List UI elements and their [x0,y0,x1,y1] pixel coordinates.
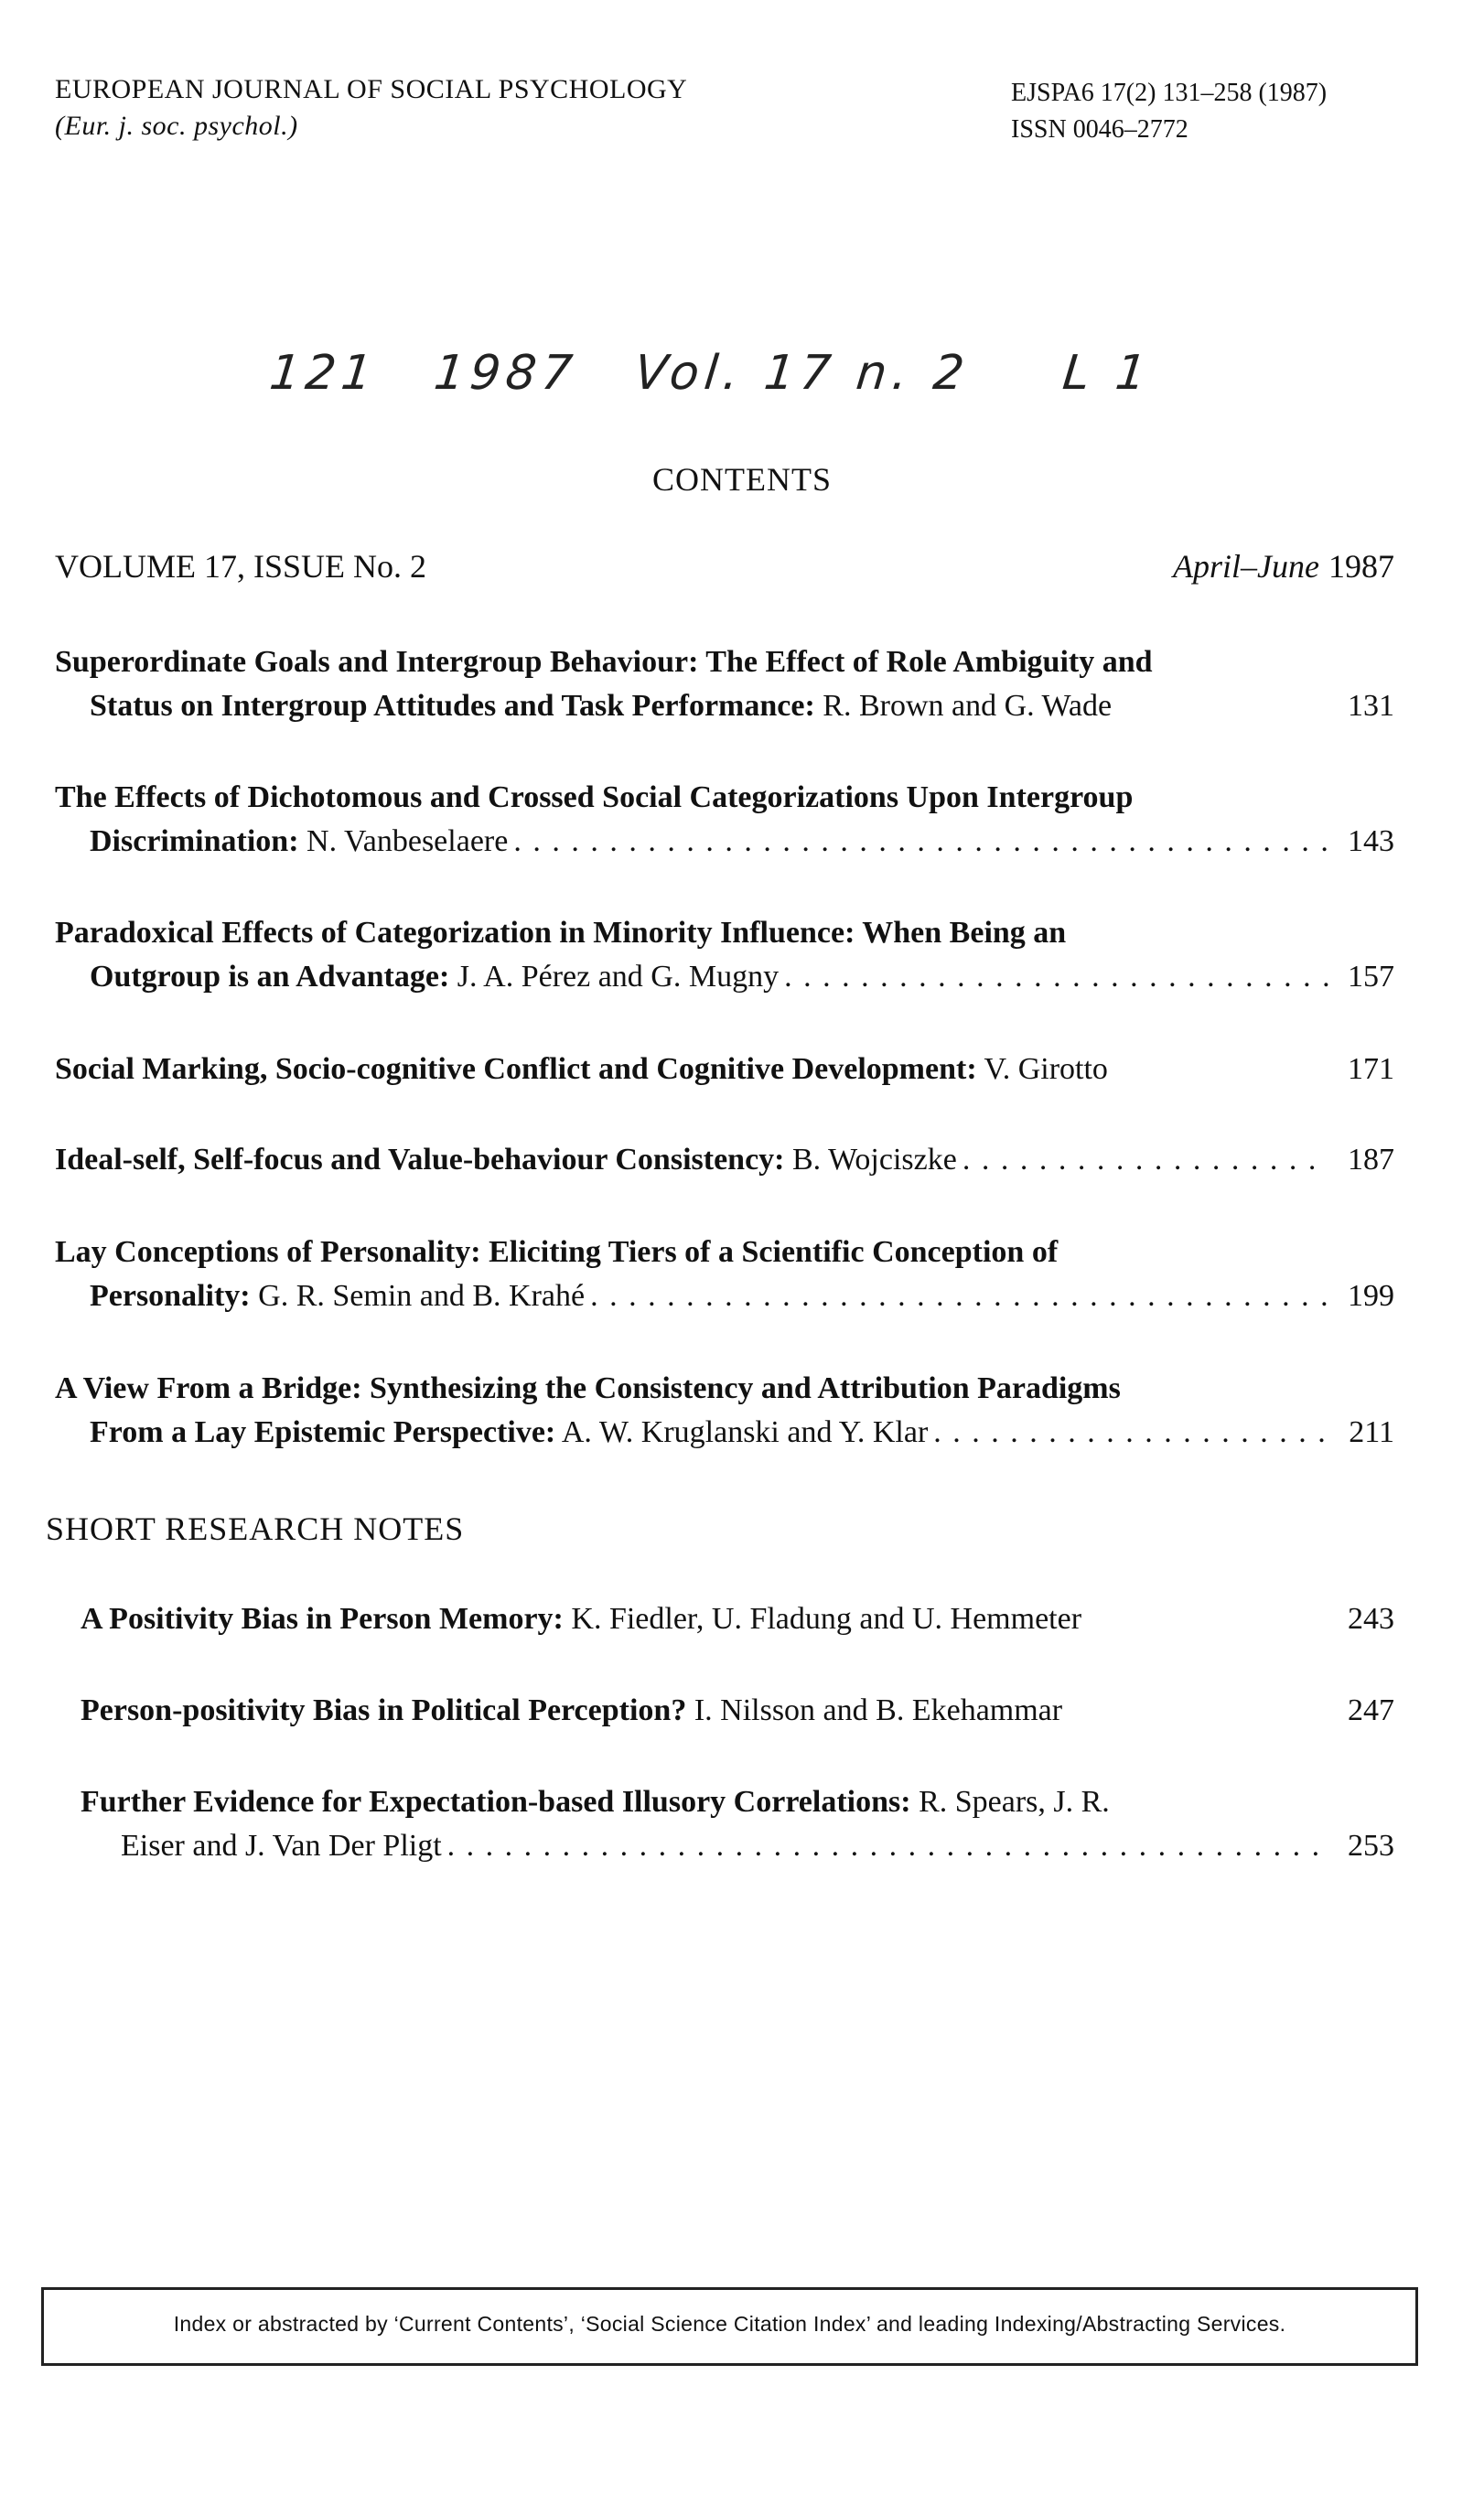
toc-entry[interactable] [81,1689,1394,1733]
journal-code: EJSPA6 17(2) 131–258 (1987) [1011,79,1328,107]
toc-entry[interactable] [55,1048,1394,1091]
entry-title: Outgroup is an Advantage: [90,960,450,994]
entry-title: Ideal-self, Self-focus and Value-behaviour Consistency: [55,1143,785,1177]
handwritten-part-4: L 1 [1059,346,1155,401]
entry-title: Personality: [90,1279,251,1313]
leader-dots [933,1411,1328,1455]
toc-entry[interactable] [81,1597,1394,1641]
entry-page: 211 [1349,1415,1394,1449]
contents-title: CONTENTS [652,461,832,498]
issue-year: 1987 [1328,548,1394,585]
handwritten-part-2: 1987 [431,346,581,401]
entry-title: Social Marking, Socio-cognitive Conflict and Cognitive Development: [55,1052,977,1086]
section-title: SHORT RESEARCH NOTES [46,1510,465,1547]
entry-page: 143 [1348,824,1394,858]
leader-dots [513,820,1328,864]
entry-title: A Positivity Bias in Person Memory: [81,1602,564,1636]
journal-header [55,71,687,145]
indexing-notice: Index or abstracted by ‘Current Contents’, ‘Social Science Citation Index’ and leading Indexing/Abstracting Services. [173,2312,1286,2336]
journal-abbreviation: (Eur. j. soc. psychol.) [55,111,298,141]
entry-authors: R. Brown and G. Wade [823,689,1113,723]
toc-entry[interactable] [81,1780,1394,1868]
entry-authors: G. R. Semin and B. Krahé [258,1279,586,1313]
leader-dots [590,1274,1328,1318]
toc-entry[interactable] [55,911,1394,999]
entry-title: Status on Intergroup Attitudes and Task Performance: [90,689,815,723]
journal-codes [1011,75,1327,148]
entry-authors: B. Wojciszke [792,1143,957,1177]
entry-page: 157 [1348,960,1394,994]
toc-entry[interactable] [55,1231,1394,1318]
leader-dots [962,1138,1328,1182]
journal-issn: ISSN 0046–2772 [1011,115,1188,144]
entry-title-line: The Effects of Dichotomous and Crossed Social Categorizations Upon Intergroup [55,780,1134,814]
entry-title: From a Lay Epistemic Perspective: [90,1415,556,1449]
entry-authors: J. A. Pérez and G. Mugny [457,960,780,994]
leader-dots [447,1824,1328,1868]
entry-authors: V. Girotto [984,1052,1108,1086]
entry-page: 187 [1348,1143,1394,1177]
handwritten-note [267,346,1155,401]
entry-title-line: A View From a Bridge: Synthesizing the Consistency and Attribution Paradigms [55,1371,1121,1405]
entry-title: Person-positivity Bias in Political Perception? [81,1693,687,1727]
handwritten-part-1: 121 [266,346,381,401]
leader-dots [784,955,1328,999]
entry-authors: N. Vanbeselaere [306,824,509,858]
journal-name: EUROPEAN JOURNAL OF SOCIAL PSYCHOLOGY [55,74,688,104]
toc-entry[interactable] [55,1138,1394,1182]
toc-entry[interactable] [55,776,1394,864]
handwritten-part-3: Vol. 17 n. 2 [631,346,973,401]
entry-page: 243 [1348,1602,1394,1636]
entry-title-line: Paradoxical Effects of Categorization in Minority Influence: When Being an [55,916,1067,950]
issue-date [1173,547,1394,586]
entry-title: Discrimination: [90,824,299,858]
entry-page: 199 [1348,1279,1394,1313]
entry-authors: K. Fiedler, U. Fladung and U. Hemmeter [571,1602,1082,1636]
indexing-notice-box [41,2287,1418,2366]
volume-label: VOLUME 17, ISSUE No. 2 [55,548,427,585]
entry-title-line: Superordinate Goals and Intergroup Behaviour: The Effect of Role Ambiguity and [55,645,1153,679]
entry-authors: R. Spears, J. R. [919,1785,1110,1819]
entry-title-line: Lay Conceptions of Personality: Eliciting Tiers of a Scientific Conception of [55,1235,1059,1269]
entry-page: 253 [1348,1829,1394,1863]
entry-page: 131 [1348,689,1394,723]
entry-page: 247 [1348,1693,1394,1727]
entry-authors: Eiser and J. Van Der Pligt [121,1829,442,1863]
toc-entry[interactable] [55,640,1394,728]
entry-title: Further Evidence for Expectation-based Illusory Correlations: [81,1785,911,1819]
issue-months: April–June [1173,548,1319,585]
entry-authors: A. W. Kruglanski and Y. Klar [561,1415,929,1449]
entry-authors: I. Nilsson and B. Ekehammar [694,1693,1063,1727]
toc-entry[interactable] [55,1367,1394,1455]
entry-page: 171 [1348,1052,1394,1086]
